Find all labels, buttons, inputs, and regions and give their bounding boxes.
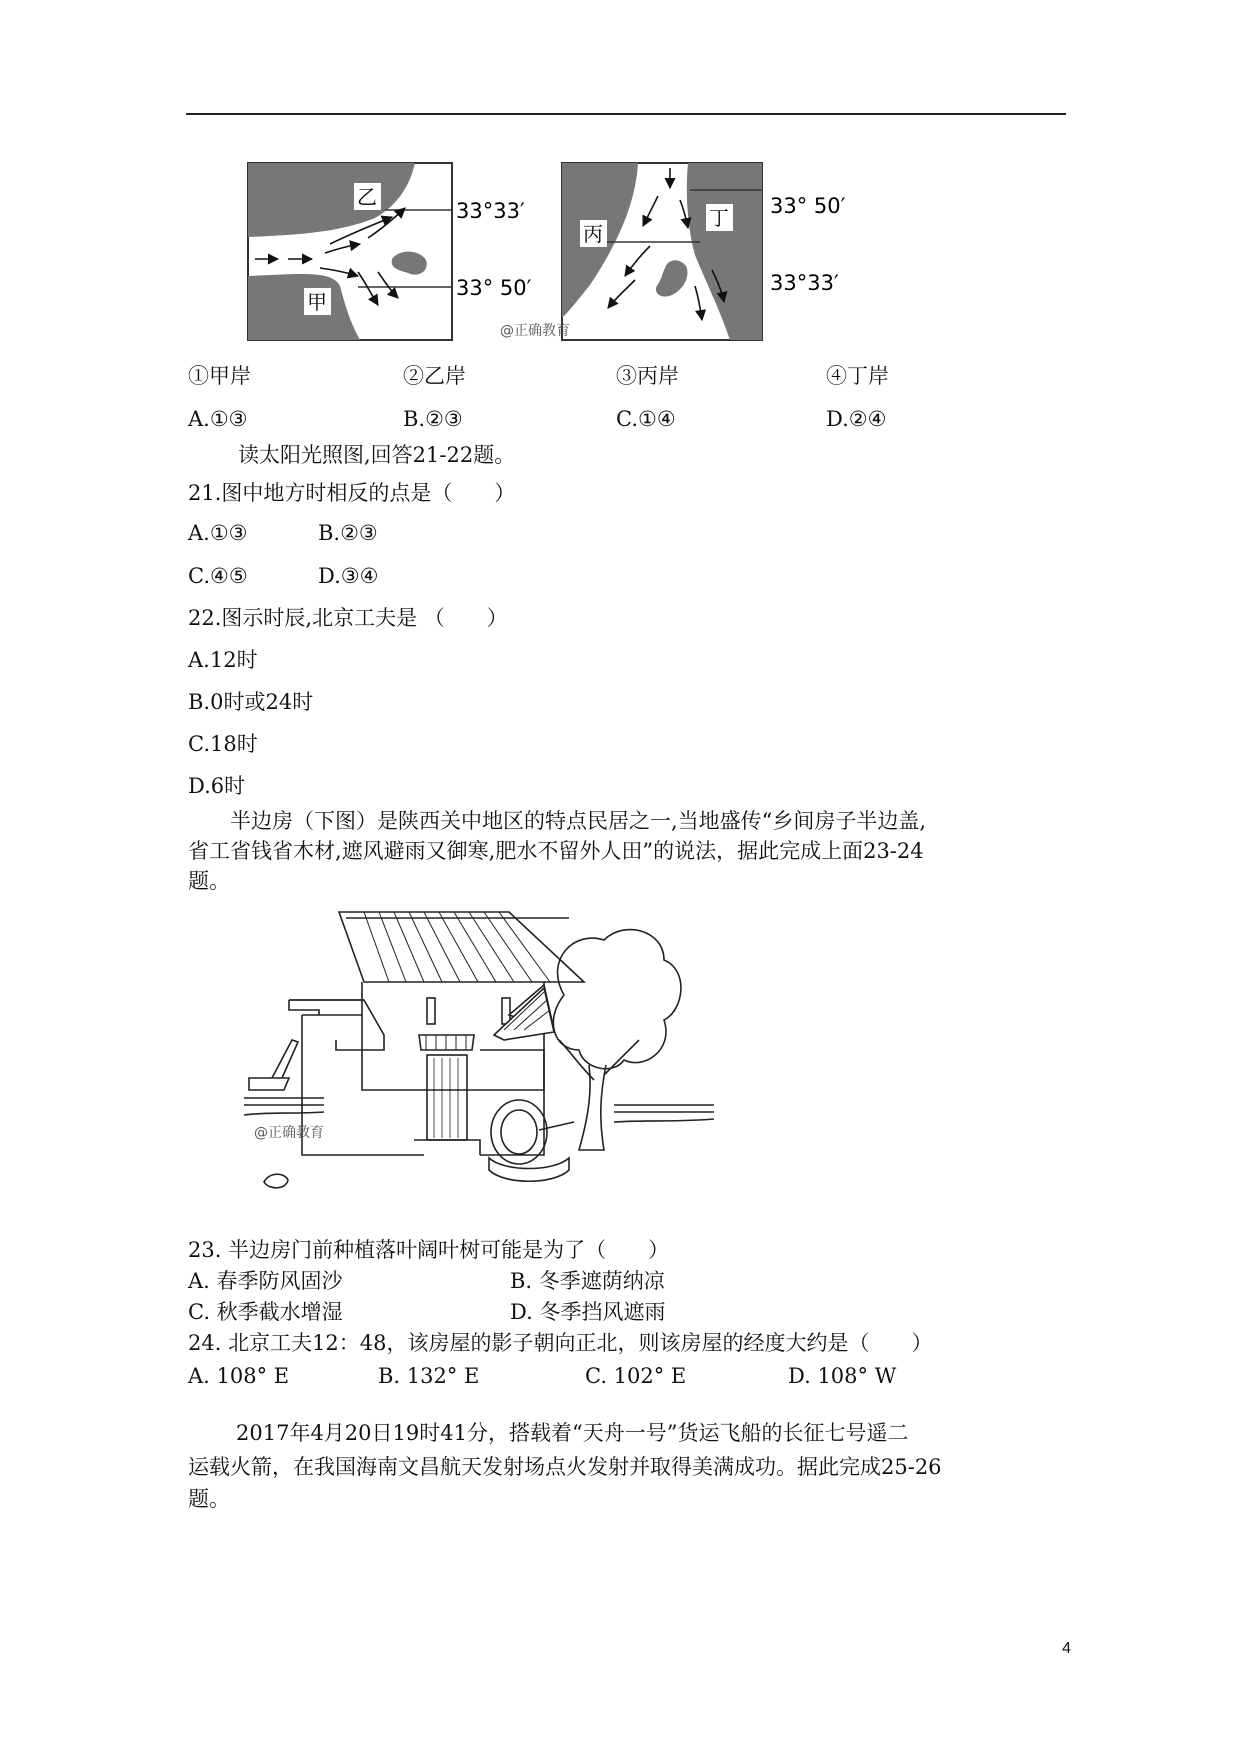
channel-maps-figure: [240, 160, 880, 345]
q20-choice-c: C.①④: [616, 407, 676, 431]
q20-option-1: ①甲岸: [188, 364, 251, 388]
q20-option-4: ④丁岸: [826, 364, 889, 388]
intro-23-24-line2: 省工省钱省木材,遮风避雨又御寒,肥水不留外人田”的说法，据此完成上面23-24: [188, 839, 924, 863]
watermark: @正确教育: [500, 323, 570, 339]
left-channel-map: [248, 163, 452, 340]
q22-choice-b: B.0时或24时: [188, 690, 314, 714]
q24-stem: 24. 北京工夫12：48，该房屋的影子朝向正北，则该房屋的经度大约是（ ）: [188, 1331, 933, 1355]
intro-25-26-line1: 2017年4月20日19时41分，搭载着“天舟一号”货运飞船的长征七号遥二: [236, 1421, 909, 1445]
q21-choice-b: B.②③: [318, 521, 378, 545]
label-jia: 甲: [307, 290, 327, 314]
q24-choice-b: B. 132° E: [378, 1364, 480, 1388]
intro-21-22: 读太阳光照图,回答21-22题。: [238, 443, 516, 467]
intro-23-24-line3: 题。: [188, 869, 230, 893]
q22-stem: 22.图示时辰,北京工夫是 （ ）: [188, 606, 508, 630]
q22-choice-c: C.18时: [188, 732, 258, 756]
lat-label-left-top: 33°33′: [456, 199, 525, 223]
lat-label-left-bottom: 33° 50′: [456, 276, 532, 300]
house-watermark: @正确教育: [254, 1125, 324, 1141]
page-number: 4: [1062, 1640, 1071, 1657]
q20-choice-b: B.②③: [403, 407, 463, 431]
q20-option-2: ②乙岸: [403, 364, 466, 388]
q22-choice-a: A.12时: [188, 648, 258, 672]
q20-choice-d: D.②④: [826, 407, 887, 431]
q21-stem: 21.图中地方时相反的点是（ ）: [188, 481, 516, 505]
intro-25-26-line3: 题。: [188, 1487, 230, 1511]
q22-choice-d: D.6时: [188, 774, 246, 798]
q21-choice-d: D.③④: [318, 564, 379, 588]
intro-25-26-line2: 运载火箭，在我国海南文昌航天发射场点火发射并取得美满成功。据此完成25-26: [188, 1455, 942, 1479]
q24-choice-d: D. 108° W: [788, 1364, 897, 1388]
intro-23-24-line1: 半边房（下图）是陕西关中地区的特点民居之一,当地盛传“乡间房子半边盖,: [230, 809, 927, 833]
q23-choice-c: C. 秋季截水增湿: [188, 1300, 343, 1324]
q23-stem: 23. 半边房门前种植落叶阔叶树可能是为了（ ）: [188, 1238, 670, 1262]
lat-label-right-top: 33° 50′: [770, 194, 846, 218]
q21-choice-c: C.④⑤: [188, 564, 248, 588]
q23-choice-a: A. 春季防风固沙: [188, 1269, 343, 1293]
q23-choice-d: D. 冬季挡风遮雨: [510, 1300, 666, 1324]
lat-label-right-bottom: 33°33′: [770, 271, 839, 295]
header-rule: [186, 113, 1066, 115]
q20-option-3: ③丙岸: [616, 364, 679, 388]
q20-choice-a: A.①③: [188, 407, 248, 431]
right-channel-map: [562, 163, 762, 340]
half-house-figure: [244, 900, 714, 1215]
q21-choice-a: A.①③: [188, 521, 248, 545]
label-ding: 丁: [709, 206, 729, 230]
label-bing: 丙: [583, 222, 603, 246]
label-yi: 乙: [357, 185, 377, 209]
q23-choice-b: B. 冬季遮荫纳凉: [510, 1269, 665, 1293]
q24-choice-a: A. 108° E: [188, 1364, 290, 1388]
q24-choice-c: C. 102° E: [585, 1364, 687, 1388]
